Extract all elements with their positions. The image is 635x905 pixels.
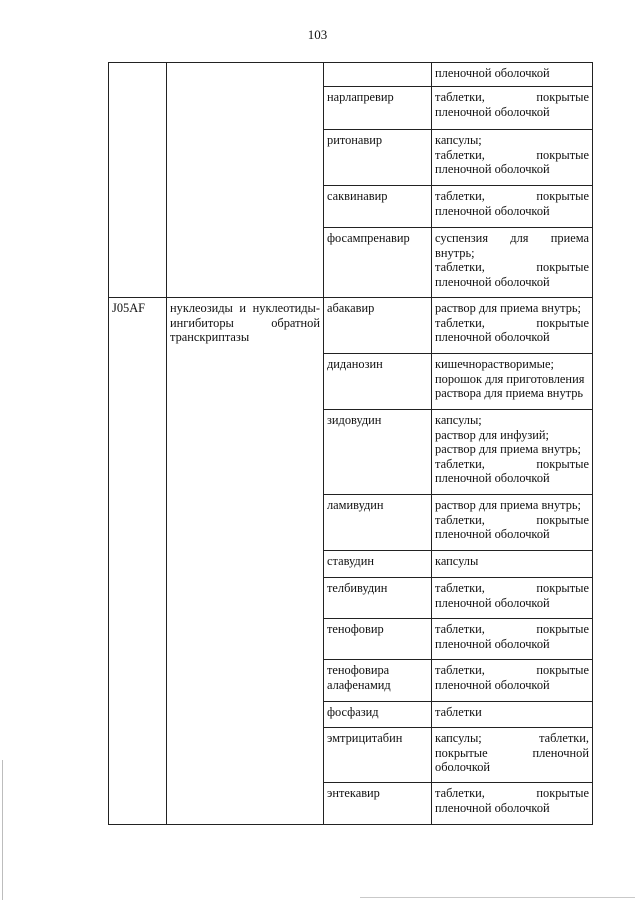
dosage-form-cell (432, 495, 593, 551)
drug-name-cell: нарлапревир (324, 87, 432, 130)
drug-name-cell: тенофовир (324, 619, 432, 660)
dosage-form-cell (432, 578, 593, 619)
atc-code-cell (109, 63, 167, 298)
drug-table-body (109, 63, 593, 825)
dosage-form-line: таблетки, покрытые (435, 786, 589, 800)
dosage-form-line: кишечнорастворимые; (435, 357, 554, 371)
dosage-form-line: раствор для приема внутрь; (435, 301, 581, 315)
dosage-form-cell (432, 728, 593, 783)
scan-bottom-line (360, 897, 635, 898)
drug-name-cell (324, 63, 432, 87)
dosage-form-line: пленочной оболочкой (435, 330, 550, 344)
dosage-form-line: таблетки, покрытые (435, 147, 589, 162)
dosage-form-line: пленочной оболочкой (435, 274, 550, 289)
table-row (109, 63, 593, 87)
dosage-form-line: пленочной оболочкой (435, 203, 550, 218)
dosage-form-line: капсулы; таблетки, (435, 731, 589, 745)
dosage-form-line: пленочной оболочкой (435, 800, 550, 815)
dosage-form-cell (432, 228, 593, 298)
dosage-form-line: таблетки, покрытые (435, 189, 589, 203)
dosage-form-line: раствор для приема внутрь; (435, 442, 581, 456)
dosage-form-line: таблетки, покрытые (435, 90, 589, 104)
dosage-form-line: пленочной оболочкой (435, 162, 550, 176)
table-row (109, 298, 593, 354)
dosage-form-cell (432, 354, 593, 410)
drug-name-cell: зидовудин (324, 410, 432, 495)
dosage-form-cell (432, 660, 593, 702)
dosage-form-line: пленочной оболочкой (435, 595, 550, 610)
drug-group-cell (167, 63, 324, 298)
dosage-form-line: таблетки, покрытые (435, 581, 589, 595)
dosage-form-line: таблетки, покрытые (435, 512, 589, 527)
drug-name-cell: ламивудин (324, 495, 432, 551)
scan-edge-mark (2, 760, 3, 900)
dosage-form-line: оболочкой (435, 760, 491, 774)
dosage-form-line: таблетки, покрытые (435, 456, 589, 471)
dosage-form-line: пленочной оболочкой (435, 104, 550, 119)
dosage-form-line: таблетки, покрытые (435, 315, 589, 330)
dosage-form-cell (432, 87, 593, 130)
drug-name-cell: фосампренавир (324, 228, 432, 298)
drug-name-cell: энтекавир (324, 783, 432, 825)
drug-name-cell: абакавир (324, 298, 432, 354)
dosage-form-line: покрытые пленочной (435, 745, 589, 760)
dosage-form-line: капсулы; (435, 413, 482, 427)
dosage-form-cell (432, 298, 593, 354)
dosage-form-line: раствора для приема внутрь (435, 386, 584, 400)
dosage-form-line: внутрь; (435, 245, 475, 260)
atc-code-cell: J05AF (109, 298, 167, 825)
dosage-form-line: раствор для инфузий; (435, 427, 549, 442)
drug-group-cell: нуклеозиды и нуклеотиды-ингибиторы обратной транскриптазы (167, 298, 324, 825)
dosage-form-line: пленочной оболочкой (435, 527, 550, 541)
drug-name-cell: фосфазид (324, 702, 432, 728)
drug-name-cell: диданозин (324, 354, 432, 410)
dosage-form-cell (432, 410, 593, 495)
dosage-form-cell (432, 783, 593, 825)
dosage-form-cell (432, 130, 593, 186)
dosage-form-line: капсулы; (435, 133, 482, 147)
dosage-form-line: таблетки (435, 705, 482, 719)
dosage-form-cell (432, 551, 593, 578)
dosage-form-cell (432, 619, 593, 660)
dosage-form-line: раствор для приема внутрь; (435, 498, 581, 512)
drug-table (108, 62, 593, 825)
dosage-form-line: таблетки, покрытые (435, 260, 589, 274)
dosage-form-line: пленочной оболочкой (435, 66, 550, 80)
dosage-form-line: порошок для приготовления (435, 371, 585, 386)
dosage-form-cell (432, 186, 593, 228)
drug-name-cell: ставудин (324, 551, 432, 578)
drug-name-cell: саквинавир (324, 186, 432, 228)
dosage-form-line: суспензия для приема (435, 231, 589, 245)
drug-name-cell: тенофовира алафенамид (324, 660, 432, 702)
dosage-form-line: пленочной оболочкой (435, 636, 550, 651)
drug-name-cell: телбивудин (324, 578, 432, 619)
dosage-form-cell (432, 702, 593, 728)
dosage-form-line: таблетки, покрытые (435, 663, 589, 677)
drug-name-cell: ритонавир (324, 130, 432, 186)
dosage-form-cell (432, 63, 593, 87)
dosage-form-line: пленочной оболочкой (435, 677, 550, 692)
page-number: 103 (307, 27, 328, 42)
dosage-form-line: пленочной оболочкой (435, 471, 550, 485)
dosage-form-line: капсулы (435, 554, 479, 568)
drug-name-cell: эмтрицитабин (324, 728, 432, 783)
dosage-form-line: таблетки, покрытые (435, 622, 589, 636)
